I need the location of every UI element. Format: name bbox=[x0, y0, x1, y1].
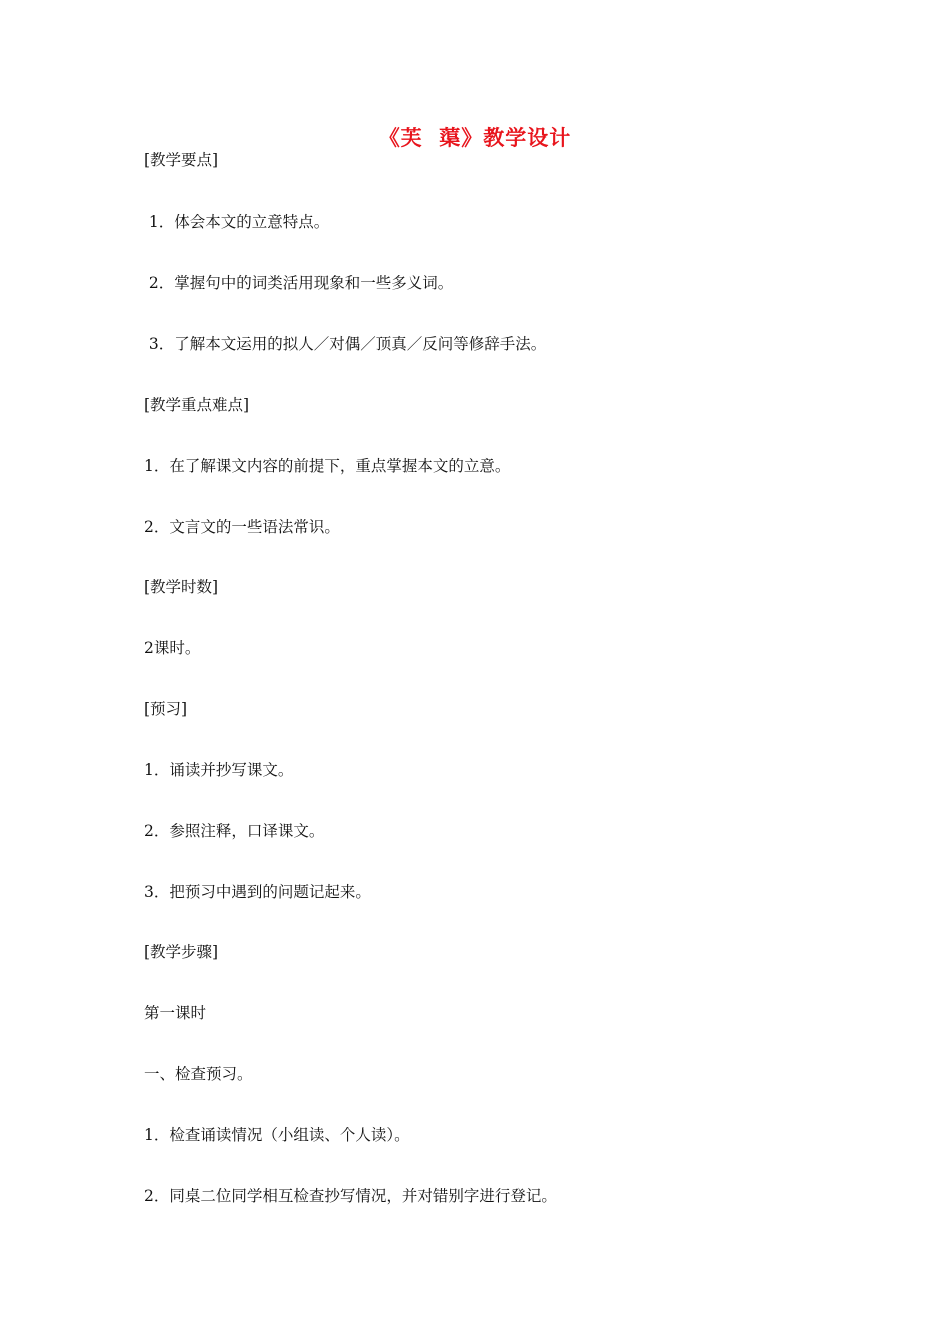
list-item: 2．文言文的一些语法常识。 bbox=[144, 518, 340, 536]
sub-heading-first-lesson: 第一课时 bbox=[144, 1004, 207, 1022]
list-item: 1．检查诵读情况（小组读、个人读）。 bbox=[144, 1126, 410, 1144]
section-heading-class-hours: [教学时数] bbox=[144, 578, 219, 596]
paragraph: 2课时。 bbox=[144, 639, 201, 657]
section-heading-key-difficulties: [教学重点难点] bbox=[144, 396, 250, 414]
list-item: 2．掌握句中的词类活用现象和一些多义词。 bbox=[144, 274, 454, 292]
list-item: 1．在了解课文内容的前提下，重点掌握本文的立意。 bbox=[144, 457, 511, 475]
section-heading-preview: [预习] bbox=[144, 700, 188, 718]
list-item: 3．了解本文运用的拟人／对偶／顶真／反问等修辞手法。 bbox=[144, 335, 547, 353]
list-item: 2．同桌二位同学相互检查抄写情况，并对错别字进行登记。 bbox=[144, 1187, 557, 1205]
document-title: 《芙 蕖》教学设计 bbox=[378, 125, 572, 150]
list-item: 2．参照注释，口译课文。 bbox=[144, 822, 325, 840]
section-heading-teaching-points: [教学要点] bbox=[144, 151, 219, 169]
list-item: 1．诵读并抄写课文。 bbox=[144, 761, 294, 779]
section-heading-teaching-steps: [教学步骤] bbox=[144, 943, 219, 961]
list-item: 3．把预习中遇到的问题记起来。 bbox=[144, 883, 371, 901]
sub-heading-check-preview: 一、检查预习。 bbox=[144, 1065, 253, 1083]
list-item: 1．体会本文的立意特点。 bbox=[144, 213, 330, 231]
